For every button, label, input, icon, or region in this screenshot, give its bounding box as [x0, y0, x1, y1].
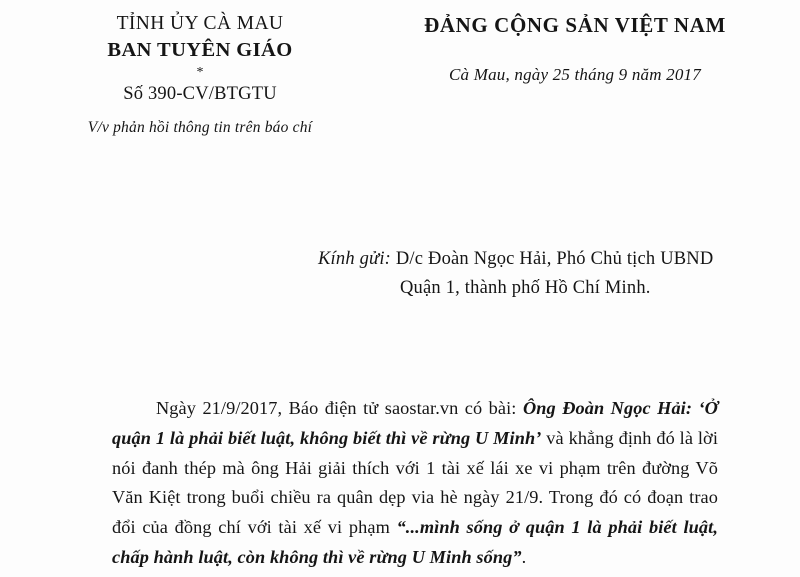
recipient-block [0, 245, 800, 302]
separator-star-icon: * [196, 64, 204, 80]
document-header [0, 0, 800, 137]
recipient-label: Kính gửi: [318, 248, 392, 269]
body-text-part-2: và khẳng định đó là lời nói đanh thép mà ông Hải giải thích với 1 tài xế lái xe vi phạm trên đường Võ Văn Kiệt trong buổi chiều ra quân dẹp via hè ngày 21/9. Trong đó có đoạn trao đổi của đồng chí với tài xế vi phạm [112, 427, 719, 537]
document-body [0, 394, 800, 572]
body-text-part-1: Ngày 21/9/2017, Báo điện tử saostar.vn có bài: [156, 398, 523, 419]
department-name-line: BAN TUYÊN GIÁO [107, 38, 293, 61]
province-party-committee-line: TỈNH ỦY CÀ MAU [116, 13, 284, 34]
place-and-date: Cà Mau, ngày 25 tháng 9 năm 2017 [449, 65, 701, 85]
body-paragraph [112, 394, 718, 572]
recipient-second-line: Quận 1, thành phố Hồ Chí Minh. [400, 277, 651, 298]
speech-quote: “...mình sống ở quận 1 là phải biết luật, chấp hành luật, còn không thì về rừng U Minh sống” [112, 516, 718, 567]
recipient-name: D/c Đoàn Ngọc Hải, Phó Chủ tịch UBND [395, 248, 714, 269]
national-title: ĐẢNG CỘNG SẢN VIỆT NAM [424, 13, 726, 37]
article-title-quote: Ông Đoàn Ngọc Hải: ‘Ở quận 1 là phải biết luật, không biết thì về rừng U Minh’ [112, 398, 718, 448]
document-subject: V/v phản hồi thông tin trên báo chí [87, 118, 313, 136]
national-heading-block [378, 12, 800, 137]
issuing-authority-block [0, 12, 378, 137]
body-text-part-3: . [521, 546, 527, 567]
recipient-first-line [318, 245, 760, 274]
document-number: Số 390-CV/BTGTU [123, 83, 277, 104]
